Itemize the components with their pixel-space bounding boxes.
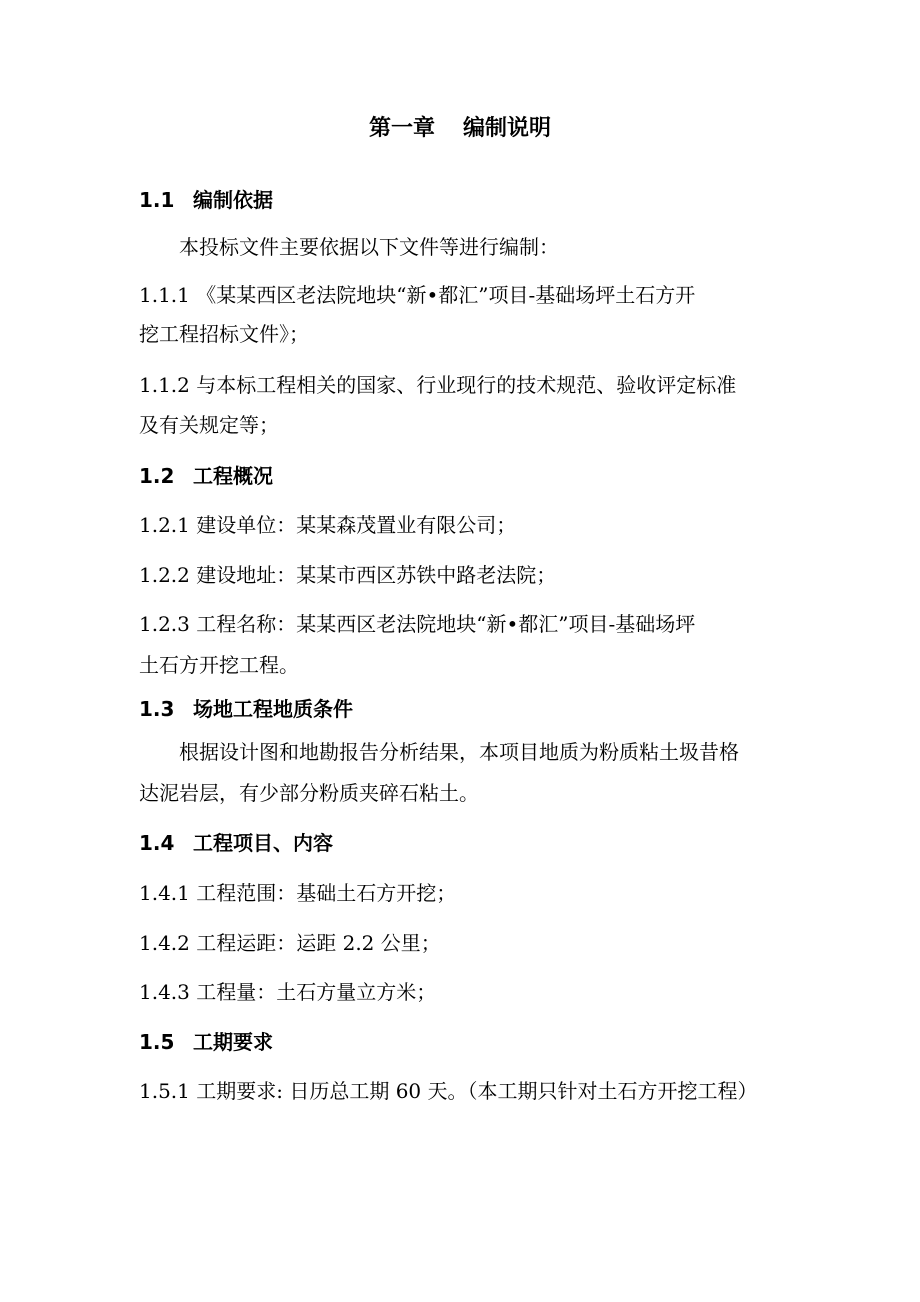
section-heading-1-2 xyxy=(139,462,273,490)
item-1-4-2: 1.4.2 工程运距：运距 2.2 公里； xyxy=(139,931,441,955)
item-1-1-2-line-1: 1.1.2 与本标工程相关的国家、行业现行的技术规范、验收评定标准 xyxy=(139,373,737,397)
section-number: 1.5 xyxy=(139,1030,175,1054)
section-heading-1-5 xyxy=(139,1028,273,1056)
section-title: 工程项目、内容 xyxy=(193,831,333,855)
item-1-5-1: 1.5.1 工期要求: 日历总工期 60 天。（本工期只针对土石方开挖工程） xyxy=(139,1079,758,1103)
paragraph-intro: 本投标文件主要依据以下文件等进行编制： xyxy=(179,235,559,259)
item-1-4-3: 1.4.3 工程量：土石方量立方米； xyxy=(139,980,437,1004)
item-1-1-2-line-2: 及有关规定等； xyxy=(139,413,279,437)
item-1-2-1: 1.2.1 建设单位：某某森茂置业有限公司； xyxy=(139,513,517,537)
section-title: 工期要求 xyxy=(193,1030,273,1054)
section-heading-1-1 xyxy=(139,186,273,214)
section-number: 1.1 xyxy=(139,188,175,212)
section-heading-1-4 xyxy=(139,829,333,857)
chapter-number: 第一章 xyxy=(368,116,435,141)
section-number: 1.3 xyxy=(139,697,175,721)
item-1-1-1-line-1: 1.1.1 《某某西区老法院地块“新•都汇”项目-基础场坪土石方开 xyxy=(139,283,696,307)
section-number: 1.2 xyxy=(139,464,175,488)
paragraph-geology-line-2: 达泥岩层，有少部分粉质夹碎石粘土。 xyxy=(139,781,479,805)
section-number: 1.4 xyxy=(139,831,175,855)
item-1-2-3-line-2: 土石方开挖工程。 xyxy=(139,653,299,677)
item-1-4-1: 1.4.1 工程范围：基础土石方开挖； xyxy=(139,881,457,905)
paragraph-geology-line-1: 根据设计图和地勘报告分析结果，本项目地质为粉质粘土圾昔格 xyxy=(179,740,739,764)
item-1-1-1-line-2: 挖工程招标文件》； xyxy=(139,322,309,346)
chapter-title xyxy=(0,114,920,144)
item-1-2-3-line-1: 1.2.3 工程名称：某某西区老法院地块“新•都汇”项目-基础场坪 xyxy=(139,612,696,636)
section-heading-1-3 xyxy=(139,695,353,723)
chapter-name: 编制说明 xyxy=(463,116,552,141)
section-title: 场地工程地质条件 xyxy=(193,697,353,721)
item-1-2-2: 1.2.2 建设地址：某某市西区苏铁中路老法院； xyxy=(139,563,557,587)
section-title: 工程概况 xyxy=(193,464,273,488)
section-title: 编制依据 xyxy=(193,188,273,212)
